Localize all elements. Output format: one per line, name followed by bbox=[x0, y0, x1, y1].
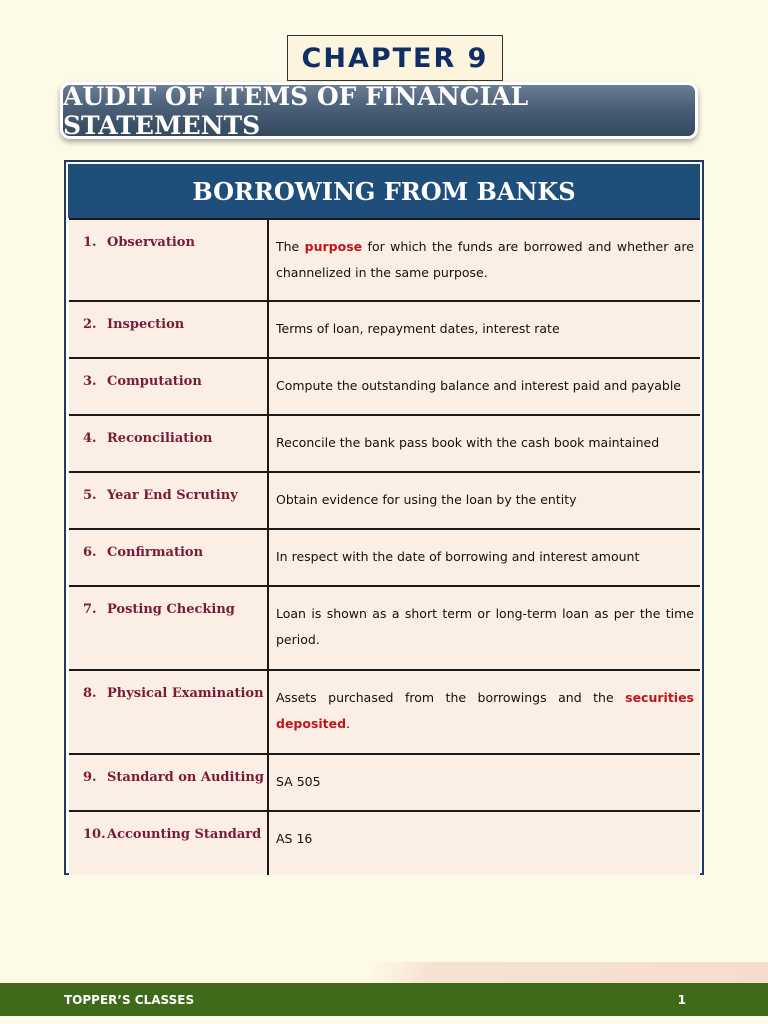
table-row bbox=[69, 669, 700, 755]
page-number: 1 bbox=[677, 992, 686, 1007]
row-label: 3. Computation bbox=[69, 359, 269, 416]
table-row bbox=[69, 300, 700, 359]
row-description: Assets purchased from the borrowings and the securities deposited. bbox=[276, 690, 694, 731]
row-label: 7. Posting Checking bbox=[69, 587, 269, 671]
row-description: Obtain evidence for using the loan by the entity bbox=[276, 492, 577, 507]
table-row bbox=[69, 753, 700, 812]
row-description: In respect with the date of borrowing and interest amount bbox=[276, 549, 640, 564]
row-label: 2. Inspection bbox=[69, 302, 269, 359]
table-row bbox=[69, 528, 700, 587]
row-label: 1. Observation bbox=[69, 220, 269, 302]
row-description: SA 505 bbox=[276, 774, 321, 789]
row-label: 10.Accounting Standard bbox=[69, 812, 269, 875]
procedures-table bbox=[64, 160, 704, 875]
table-row bbox=[69, 585, 700, 671]
footer-decoration bbox=[370, 962, 768, 983]
row-label: 8. Physical Examination bbox=[69, 671, 269, 755]
row-label: 6. Confirmation bbox=[69, 530, 269, 587]
table-row bbox=[69, 810, 700, 875]
row-description: Reconcile the bank pass book with the cash book maintained bbox=[276, 435, 660, 450]
row-description: The purpose for which the funds are borrowed and whether are channelized in the same purpose. bbox=[276, 239, 694, 280]
banner-title: AUDIT OF ITEMS OF FINANCIAL STATEMENTS bbox=[60, 82, 698, 139]
table-row bbox=[69, 218, 700, 302]
row-description: Terms of loan, repayment dates, interest rate bbox=[276, 321, 560, 336]
row-description: Loan is shown as a short term or long-term loan as per the time period. bbox=[276, 606, 694, 647]
row-description: AS 16 bbox=[276, 831, 313, 846]
table-title: BORROWING FROM BANKS bbox=[68, 164, 700, 218]
row-label: 9. Standard on Auditing bbox=[69, 755, 269, 812]
row-label: 5. Year End Scrutiny bbox=[69, 473, 269, 530]
row-label: 4. Reconciliation bbox=[69, 416, 269, 473]
table-row bbox=[69, 471, 700, 530]
footer-bar bbox=[0, 983, 768, 1016]
table-row bbox=[69, 414, 700, 473]
table-row bbox=[69, 357, 700, 416]
footer-brand: TOPPER’S CLASSES bbox=[64, 992, 195, 1007]
row-description: Compute the outstanding balance and interest paid and payable bbox=[276, 378, 681, 393]
chapter-label: CHAPTER 9 bbox=[287, 35, 503, 81]
